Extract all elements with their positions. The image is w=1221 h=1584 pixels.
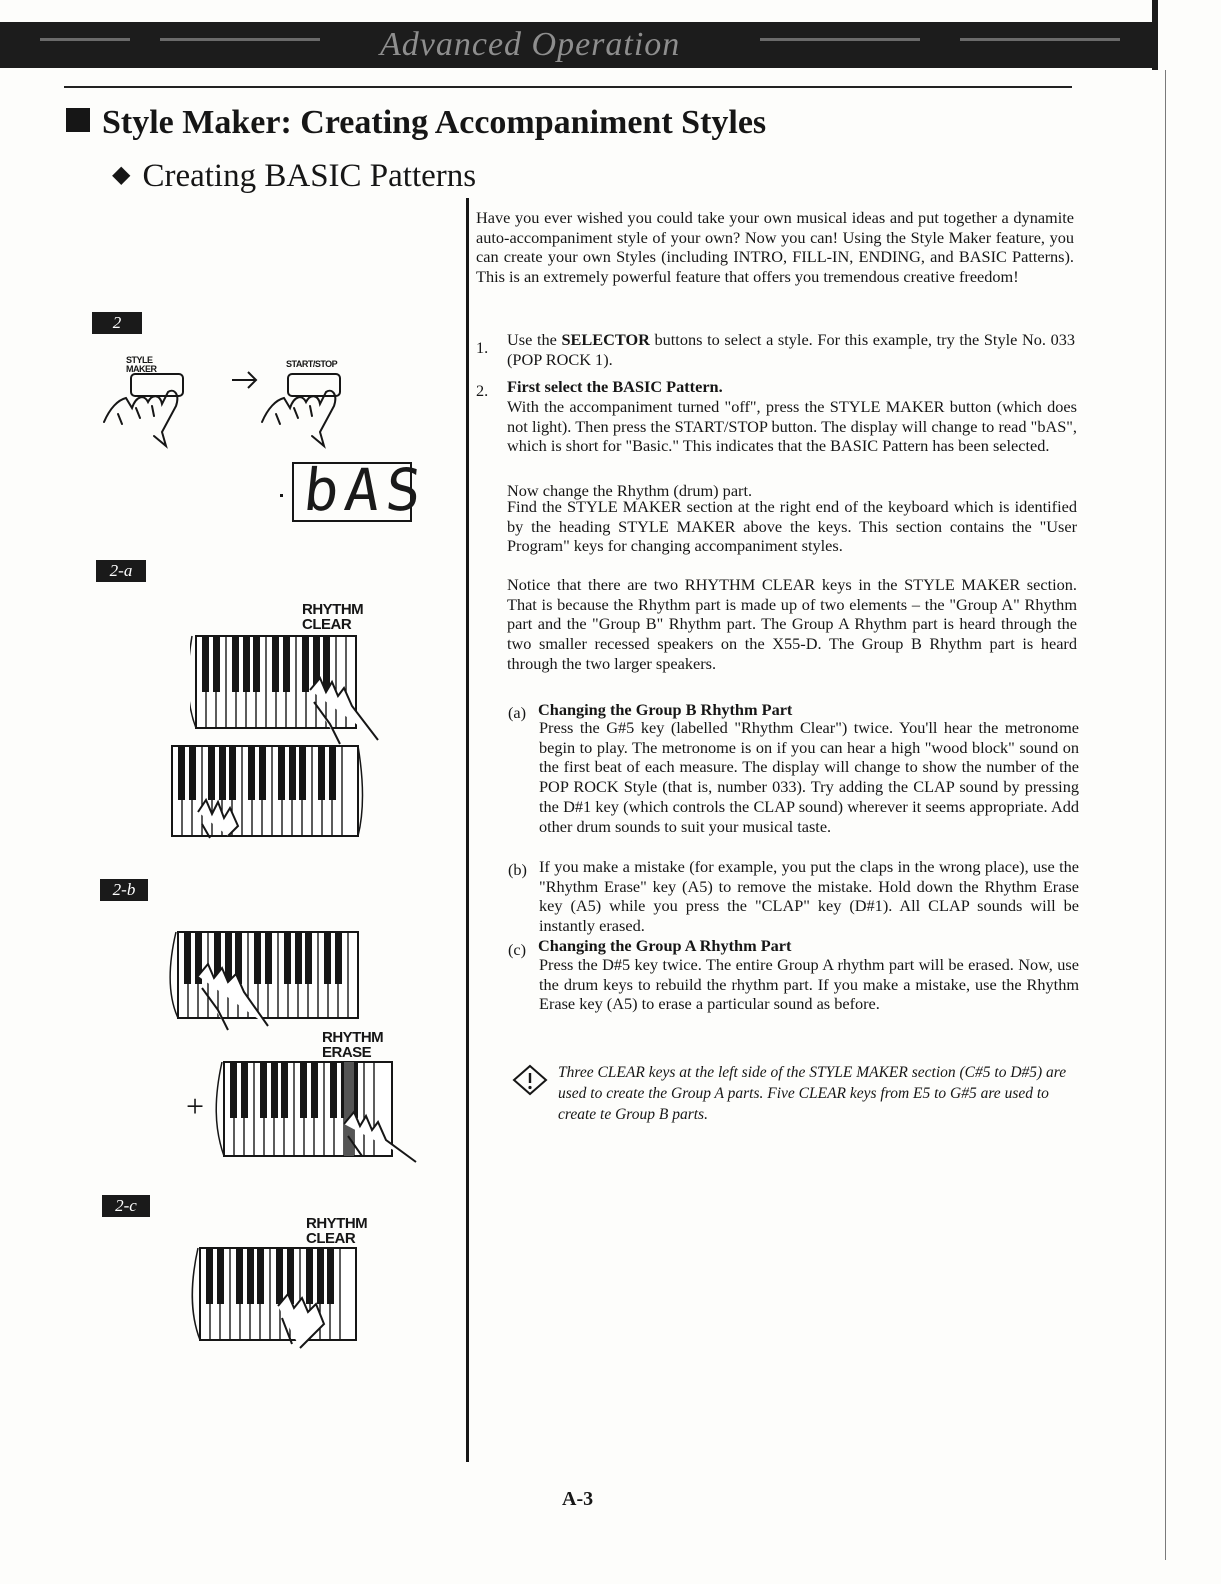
substep-b-body: If you make a mistake (for example, you put the claps in the wrong place), use the "Rhythm Erase" key (A5) to remove the mistake. Hold down the Rhythm Erase key (A5) while you press the "CLAP" key (D#1). All CLAP sounds will be instantly erased. xyxy=(539,857,1079,936)
page-edge xyxy=(1152,0,1158,70)
display-dot xyxy=(280,494,283,497)
header-rule xyxy=(64,86,1072,88)
plus-sign: + xyxy=(186,1088,205,1124)
step-label-2c: 2-c xyxy=(102,1195,150,1217)
substep-a-heading: Changing the Group B Rhythm Part xyxy=(538,700,793,719)
step-label-2a: 2-a xyxy=(96,560,146,582)
note-text: Three CLEAR keys at the left side of the STYLE MAKER section (C#5 to D#5) are used to create the Group A parts. Five CLEAR keys from E5 to G#5 are used to create te Group B parts. xyxy=(558,1064,1067,1123)
keyboard-illustration xyxy=(188,1244,388,1354)
keyboard-illustration xyxy=(212,1058,422,1168)
lcd-readout: bAS xyxy=(300,456,431,524)
keyboard-illustration xyxy=(190,632,390,747)
step-1-text: Use the SELECTOR buttons to select a style. For this example, try the Style No. 033 (POP ROCK 1). xyxy=(507,330,1076,369)
page-title: Style Maker: Creating Accompaniment Styles xyxy=(66,104,766,142)
square-bullet-icon xyxy=(66,108,90,132)
style-maker-button-label: STYLE MAKER xyxy=(126,355,157,374)
substep-c-heading: Changing the Group A Rhythm Part xyxy=(538,936,792,955)
substep-marker: (b) xyxy=(508,860,527,879)
substep-c-body: Press the D#5 key twice. The entire Group A rhythm part will be erased. Now, use the drum keys to rebuild the rhythm part. If you make a mistake, use the Rhythm Erase key (A5) to erase a particular sound as before. xyxy=(539,955,1079,1014)
step-number: 2. xyxy=(476,381,489,400)
banner-texture xyxy=(760,38,920,41)
rhythm-clear-label: RHYTHM CLEAR xyxy=(306,1215,368,1247)
rhythm-erase-label: RHYTHM ERASE xyxy=(322,1029,384,1061)
column-divider xyxy=(466,198,469,1462)
step-label-2: 2 xyxy=(92,312,142,334)
step-2-heading: First select the BASIC Pattern. xyxy=(507,377,723,396)
diamond-bullet-icon: ◆ xyxy=(112,162,131,188)
banner-texture xyxy=(40,38,130,41)
section-banner-title: Advanced Operation xyxy=(380,26,681,63)
keyboard-illustration xyxy=(168,926,368,1031)
notice-rhythm-clear-paragraph: Notice that there are two RHYTHM CLEAR keys in the STYLE MAKER section. That is because the Rhythm part is made up of two elements – the "Group A" Rhythm part and the "Group B" Rhythm part. The Group A Rhythm part is heard through the two smaller recessed speakers on the X55-D. The Group B Rhythm part is heard through the two larger speakers. xyxy=(507,575,1077,673)
step-number: 1. xyxy=(476,338,489,357)
keyboard-white-keys xyxy=(224,1062,392,1156)
rhythm-intro-line: Now change the Rhythm (drum) part. xyxy=(507,481,753,500)
banner-texture xyxy=(960,38,1120,41)
substep-a-body: Press the G#5 key (labelled "Rhythm Clear") twice. You'll hear the metronome begin to play. The metronome is on if you can hear a high "wood block" sound on the first beat of each measure. The display will change to show the number of the POP ROCK Style (that is, number 033). Try adding the CLAP sound by pressing the D#1 key (which controls the CLAP sound) wherever it seems appropriate. Add other drum sounds to suit your musical taste. xyxy=(539,718,1079,836)
page-edge-line xyxy=(1165,70,1166,1560)
page-number: A-3 xyxy=(562,1488,594,1510)
rhythm-clear-label: RHYTHM CLEAR xyxy=(302,601,364,633)
banner-texture xyxy=(160,38,320,41)
substep-marker: (a) xyxy=(508,703,527,722)
step-label-2b: 2-b xyxy=(100,879,148,901)
lcd-display xyxy=(292,456,431,524)
substep-marker: (c) xyxy=(508,940,527,959)
start-stop-button-label: START/STOP xyxy=(286,359,338,369)
section-subtitle: ◆ Creating BASIC Patterns xyxy=(112,158,477,194)
find-style-maker-paragraph: Find the STYLE MAKER section at the right end of the keyboard which is identified by the heading STYLE MAKER above the keys. This section contains the "User Program" keys for changing accompaniment styles. xyxy=(507,497,1077,556)
intro-paragraph: Have you ever wished you could take your own musical ideas and put together a dynamite auto-accompaniment style of your own? Now you can! Using the Style Maker feature, you can create your own Styles (including INTRO, FILL-IN, ENDING, and BASIC Patterns). This is an extremely powerful feature that offers you tremendous creative freedom! xyxy=(476,208,1074,287)
header-banner xyxy=(0,22,1158,68)
step-2-body: With the accompaniment turned "off", press the STYLE MAKER button (which does not light). Then press the START/STOP button. The display will change to read "bAS", which is short for "Basic." This indicates that the BASIC Pattern has been selected. xyxy=(507,397,1077,456)
warning-icon xyxy=(512,1064,548,1096)
keyboard-illustration xyxy=(168,742,368,842)
